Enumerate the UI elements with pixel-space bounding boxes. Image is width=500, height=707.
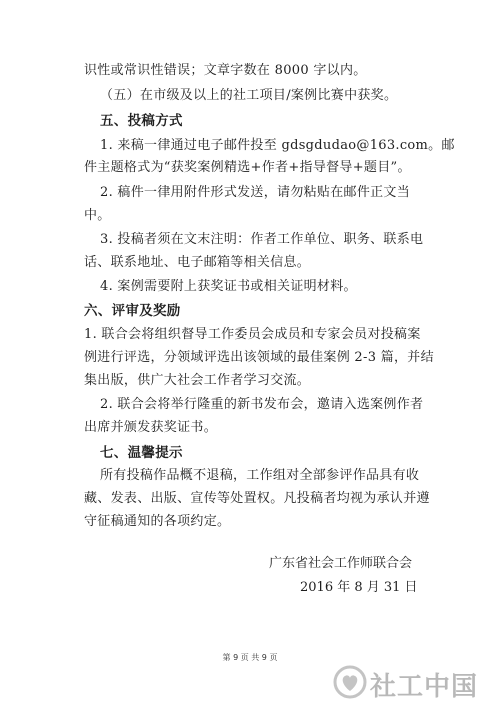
body-line-8: 3. 投稿者须在文末注明：作者工作单位、职务、联系电 [100, 232, 424, 247]
body-line-18: 所有投稿作品概不退稿，工作组对全部参评作品具有收 [100, 468, 420, 483]
body-line-20: 守征稿通知的各项约定。 [84, 514, 231, 529]
body-line-4: 1. 来稿一律通过电子邮件投至 gdsgdudao@163.com。邮 [100, 138, 455, 153]
section-heading-submission: 五、投稿方式 [100, 113, 183, 129]
body-line-1: 识性或常识性错误；文章字数在 8000 字以内。 [84, 63, 367, 78]
body-line-5: 件主题格式为“获奖案例精选+作者+指导督导+题目”。 [84, 160, 411, 175]
body-line-12: 1. 联合会将组织督导工作委员会成员和专家会员对投稿案 [84, 327, 421, 342]
signature-org: 广东省社会工作师联合会 [269, 556, 413, 571]
body-line-19: 藏、发表、出版、宣传等处置权。凡投稿者均视为承认并遵 [84, 491, 430, 506]
signature-date: 2016 年 8 月 31 日 [300, 580, 418, 595]
body-line-2: （五）在市级及以上的社工项目/案例比赛中获奖。 [100, 88, 398, 103]
body-line-15: 2. 联合会将举行隆重的新书发布会，邀请入选案例作者 [100, 397, 424, 412]
body-line-16: 出席并颁发获奖证书。 [84, 420, 218, 435]
body-line-7: 中。 [84, 208, 111, 223]
section-heading-tips: 七、温馨提示 [100, 445, 183, 461]
body-line-14: 集出版，供广大社会工作者学习交流。 [84, 373, 311, 388]
watermark-logo [330, 664, 496, 702]
body-line-13: 例进行评选，分领域评选出该领域的最佳案例 2-3 篇，并结 [84, 350, 434, 365]
section-heading-review: 六、评审及奖励 [84, 303, 181, 319]
heart-hands-icon [332, 664, 368, 700]
body-line-9: 话、联系地址、电子邮箱等相关信息。 [84, 255, 311, 270]
body-line-6: 2. 稿件一律用附件形式发送，请勿粘贴在邮件正文当 [100, 185, 411, 200]
page-footer: 第 9 页 共 9 页 [222, 653, 278, 662]
watermark-text: 社工中国 [370, 672, 479, 702]
body-line-10: 4. 案例需要附上获奖证书或相关证明材料。 [100, 279, 357, 294]
